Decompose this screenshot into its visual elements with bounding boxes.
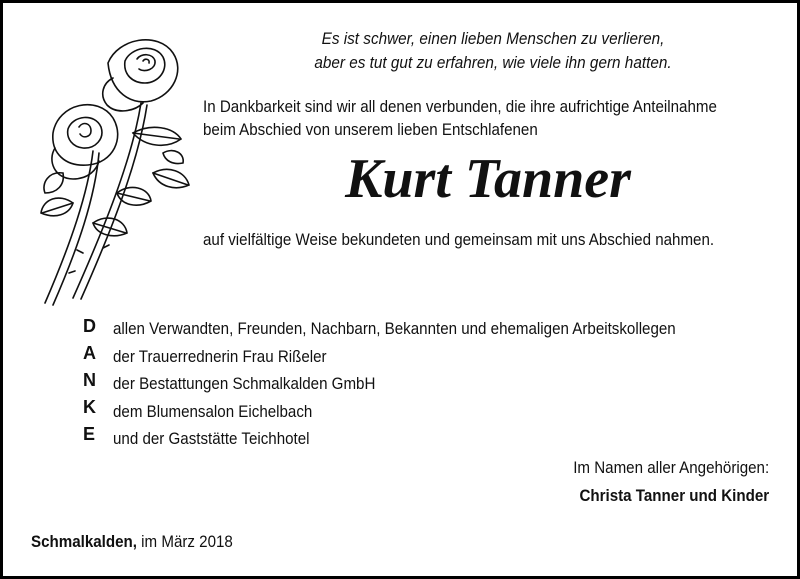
thanks-item: der Trauerrednerin Frau Rißeler: [113, 346, 327, 366]
thanks-item: dem Blumensalon Eichelbach: [113, 401, 313, 421]
place: Schmalkalden,: [31, 532, 137, 551]
danke-letter: K: [83, 397, 96, 417]
intro-text: [203, 95, 773, 141]
danke-letter: A: [83, 343, 96, 363]
thanks-item: und der Gaststätte Teichhotel: [113, 429, 310, 448]
danke-letter: D: [83, 316, 96, 336]
danke-letter: E: [83, 424, 96, 444]
quote-line-1: Es ist schwer, einen lieben Menschen zu verlieren,: [321, 29, 665, 48]
quote: [268, 27, 718, 75]
thanks-item: allen Verwandten, Freunden, Nachbarn, Bekannten und ehemaligen Arbeitskollegen: [113, 319, 676, 338]
intro-line-2: beim Abschied von unserem lieben Entschlafenen: [203, 120, 538, 139]
thanks-list: [113, 315, 800, 453]
roses-illustration: [33, 23, 203, 308]
signature-intro: Im Namen aller Angehörigen:: [573, 458, 769, 477]
thanks-item: der Bestattungen Schmalkalden GmbH: [113, 374, 376, 393]
danke-acrostic: [83, 313, 103, 448]
signature-names: Christa Tanner und Kinder: [579, 486, 769, 505]
after-name-text: auf vielfältige Weise bekundeten und gemeinsam mit uns Abschied nahmen.: [203, 230, 715, 249]
danke-letter: N: [83, 370, 96, 390]
intro-line-1: In Dankbarkeit sind wir all denen verbunden, die ihre aufrichtige Anteilnahme: [203, 97, 717, 116]
place-date: [31, 530, 233, 554]
quote-line-2: aber es tut gut zu erfahren, wie viele ihn gern hatten.: [314, 53, 672, 72]
deceased-name: Kurt Tanner: [345, 148, 631, 210]
date: im März 2018: [136, 532, 233, 551]
